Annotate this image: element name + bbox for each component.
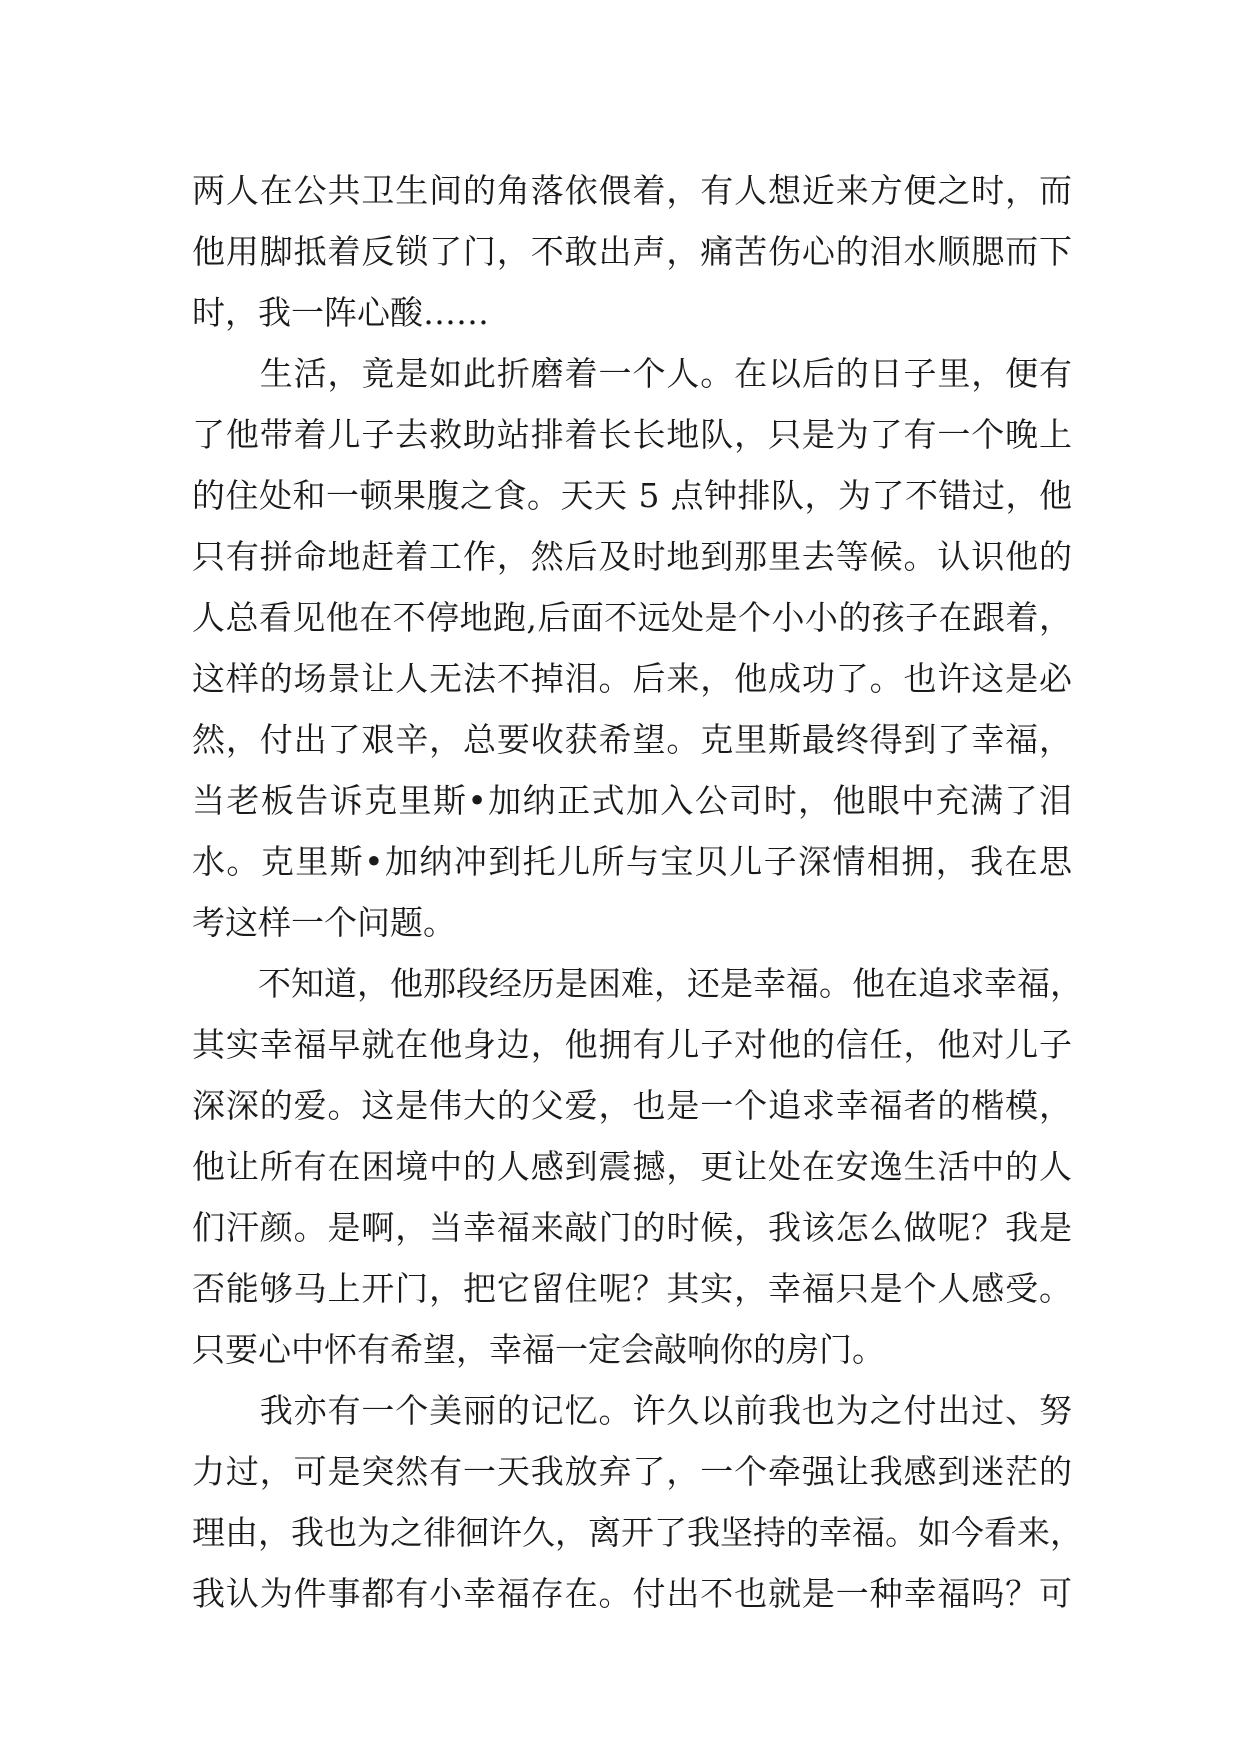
text-line: 否能够马上开门，把它留住呢？其实，幸福只是个人感受。 <box>192 1269 1072 1308</box>
body-text <box>192 160 1083 1624</box>
text-line: 只有拼命地赶着工作，然后及时地到那里去等候。认识他的 <box>192 537 1072 576</box>
text-line: 们汗颜。是啊，当幸福来敲门的时候，我该怎么做呢？我是 <box>192 1208 1072 1247</box>
text-line: 只要心中怀有希望，幸福一定会敲响你的房门。 <box>192 1330 885 1369</box>
text-line: 他让所有在困境中的人感到震撼，更让处在安逸生活中的人 <box>192 1147 1072 1186</box>
text-line: 考这样一个问题。 <box>192 903 456 942</box>
text-line: 我认为件事都有小幸福存在。付出不也就是一种幸福吗？可 <box>192 1574 1072 1613</box>
text-line: 两人在公共卫生间的角落依偎着，有人想近来方便之时，而 <box>192 171 1072 210</box>
text-line: 人总看见他在不停地跑,后面不远处是个小小的孩子在跟着， <box>192 598 1072 637</box>
text-line: 他用脚抵着反锁了门，不敢出声，痛苦伤心的泪水顺腮而下 <box>192 232 1072 271</box>
text-line: 时，我一阵心酸…… <box>192 293 489 332</box>
text-line: 水。克里斯•加纳冲到托儿所与宝贝儿子深情相拥，我在思 <box>192 842 1072 881</box>
text-line: 的住处和一顿果腹之食。天天 5 点钟排队，为了不错过，他 <box>192 476 1072 515</box>
text-line: 生活，竟是如此折磨着一个人。在以后的日子里，便有 <box>192 354 1072 393</box>
text-line: 其实幸福早就在他身边，他拥有儿子对他的信任，他对儿子 <box>192 1025 1072 1064</box>
text-line: 这样的场景让人无法不掉泪。后来，他成功了。也许这是必 <box>192 659 1072 698</box>
text-line: 了他带着儿子去救助站排着长长地队，只是为了有一个晚上 <box>192 415 1072 454</box>
text-line: 然，付出了艰辛，总要收获希望。克里斯最终得到了幸福， <box>192 720 1072 759</box>
text-line: 深深的爱。这是伟大的父爱，也是一个追求幸福者的楷模， <box>192 1086 1072 1125</box>
text-line: 当老板告诉克里斯•加纳正式加入公司时，他眼中充满了泪 <box>192 781 1072 820</box>
text-line: 力过，可是突然有一天我放弃了，一个牵强让我感到迷茫的 <box>192 1452 1072 1491</box>
text-line: 理由，我也为之徘徊许久，离开了我坚持的幸福。如今看来， <box>192 1513 1083 1552</box>
text-line: 我亦有一个美丽的记忆。许久以前我也为之付出过、努 <box>192 1391 1072 1430</box>
text-line: 不知道，他那段经历是困难，还是幸福。他在追求幸福， <box>192 964 1083 1003</box>
